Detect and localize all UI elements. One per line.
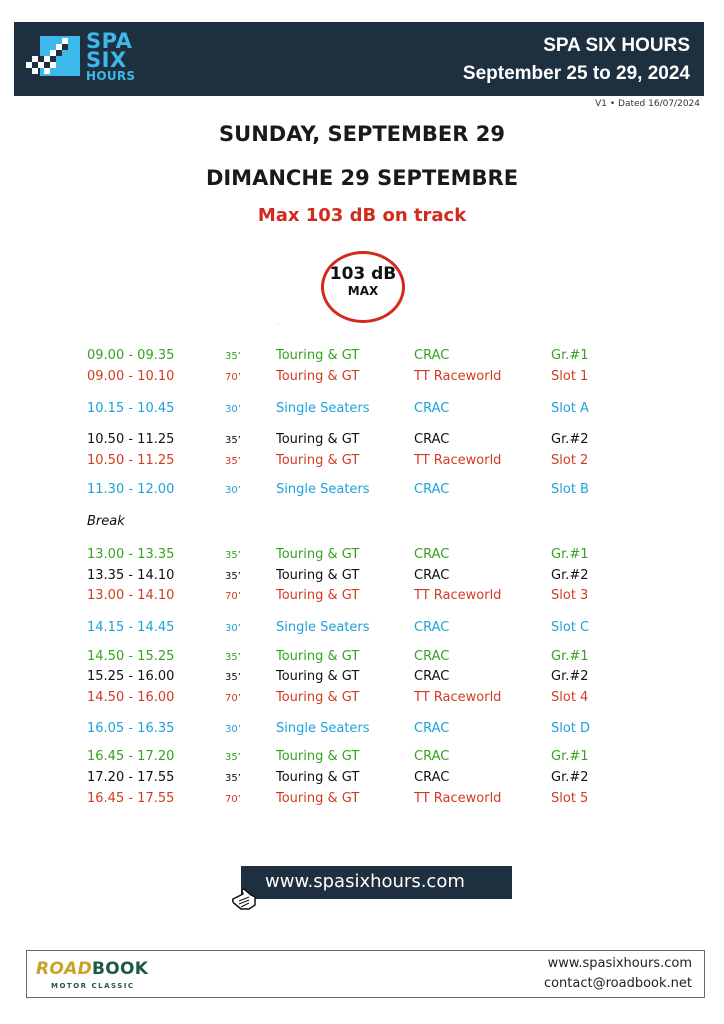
session-duration: 35’ xyxy=(225,752,241,763)
schedule-row xyxy=(0,770,724,790)
session-slot: Slot 2 xyxy=(551,453,589,468)
session-duration: 70’ xyxy=(225,591,241,602)
session-category: Single Seaters xyxy=(276,620,370,635)
session-duration: 35’ xyxy=(225,351,241,362)
footer-email-link[interactable]: contact@roadbook.net xyxy=(543,976,692,991)
session-organizer: TT Raceworld xyxy=(414,791,502,806)
session-category: Touring & GT xyxy=(276,770,360,785)
session-duration: 70’ xyxy=(225,693,241,704)
session-category: Touring & GT xyxy=(276,791,360,806)
session-time: 10.50 - 11.25 xyxy=(87,453,175,468)
badge-value: 103 dB xyxy=(329,264,397,284)
session-category: Touring & GT xyxy=(276,547,360,562)
session-duration: 30’ xyxy=(225,485,241,496)
session-category: Touring & GT xyxy=(276,568,360,583)
session-time: 14.15 - 14.45 xyxy=(87,620,175,635)
schedule-row xyxy=(0,749,724,769)
roadbook-logo-part1: ROAD xyxy=(36,959,93,979)
schedule-row xyxy=(0,348,724,368)
session-slot: Slot B xyxy=(551,482,589,497)
session-organizer: TT Raceworld xyxy=(414,453,502,468)
session-duration: 35’ xyxy=(225,456,241,467)
session-category: Single Seaters xyxy=(276,721,370,736)
session-category: Touring & GT xyxy=(276,749,360,764)
event-dates: September 25 to 29, 2024 xyxy=(462,63,690,84)
roadbook-logo-part2: BOOK xyxy=(92,959,149,979)
session-time: 13.35 - 14.10 xyxy=(87,568,175,583)
logo-line-3: HOURS xyxy=(86,69,136,83)
session-organizer: CRAC xyxy=(414,770,450,785)
footer-box xyxy=(26,950,705,998)
schedule-row xyxy=(0,369,724,389)
session-organizer: TT Raceworld xyxy=(414,690,502,705)
session-slot: Gr.#2 xyxy=(551,568,589,583)
session-duration: 35’ xyxy=(225,672,241,683)
session-category: Touring & GT xyxy=(276,348,360,363)
session-slot: Gr.#1 xyxy=(551,547,589,562)
session-organizer: TT Raceworld xyxy=(414,369,502,384)
schedule-row xyxy=(0,791,724,811)
pointing-hand-icon xyxy=(229,885,259,913)
session-time: 13.00 - 13.35 xyxy=(87,547,175,562)
session-slot: Slot 1 xyxy=(551,369,589,384)
session-slot: Slot A xyxy=(551,401,589,416)
logo-line-2: SIX xyxy=(86,48,127,72)
session-slot: Gr.#1 xyxy=(551,649,589,664)
schedule-row xyxy=(0,547,724,567)
day-title-french: DIMANCHE 29 SEPTEMBRE xyxy=(205,166,519,190)
schedule-row xyxy=(0,588,724,608)
session-category: Touring & GT xyxy=(276,690,360,705)
session-slot: Gr.#2 xyxy=(551,432,589,447)
schedule-row xyxy=(0,432,724,452)
session-organizer: CRAC xyxy=(414,649,450,664)
spa-six-hours-logo xyxy=(86,29,136,83)
session-category: Touring & GT xyxy=(276,432,360,447)
session-duration: 35’ xyxy=(225,435,241,446)
schedule-row xyxy=(0,620,724,640)
schedule-row xyxy=(0,669,724,689)
session-duration: 35’ xyxy=(225,652,241,663)
website-button[interactable] xyxy=(241,866,512,899)
session-organizer: CRAC xyxy=(414,432,450,447)
session-category: Touring & GT xyxy=(276,369,360,384)
session-time: 17.20 - 17.55 xyxy=(87,770,175,785)
schedule-row xyxy=(0,649,724,669)
separator-dot: . xyxy=(277,319,279,326)
noise-limit-badge xyxy=(321,251,405,323)
session-category: Single Seaters xyxy=(276,482,370,497)
session-slot: Gr.#2 xyxy=(551,669,589,684)
session-duration: 70’ xyxy=(225,372,241,383)
website-button-label: www.spasixhours.com xyxy=(265,871,465,892)
session-organizer: CRAC xyxy=(414,721,450,736)
session-duration: 70’ xyxy=(225,794,241,805)
session-duration: 35’ xyxy=(225,571,241,582)
session-organizer: CRAC xyxy=(414,401,450,416)
session-time: 09.00 - 09.35 xyxy=(87,348,175,363)
version-note: V1 • Dated 16/07/2024 xyxy=(595,99,700,109)
session-category: Touring & GT xyxy=(276,588,360,603)
break-label: Break xyxy=(87,514,125,529)
noise-limit-note: Max 103 dB on track xyxy=(257,205,467,226)
session-organizer: CRAC xyxy=(414,348,450,363)
event-title: SPA SIX HOURS xyxy=(543,35,690,56)
session-slot: Gr.#2 xyxy=(551,770,589,785)
session-duration: 30’ xyxy=(225,724,241,735)
session-time: 10.50 - 11.25 xyxy=(87,432,175,447)
session-slot: Gr.#1 xyxy=(551,348,589,363)
session-time: 16.45 - 17.55 xyxy=(87,791,175,806)
logo-line-1: SPA xyxy=(86,29,133,53)
session-time: 09.00 - 10.10 xyxy=(87,369,175,384)
roadbook-logo-subtitle: MOTOR CLASSIC xyxy=(51,982,135,990)
session-time: 16.05 - 16.35 xyxy=(87,721,175,736)
session-category: Single Seaters xyxy=(276,401,370,416)
session-organizer: CRAC xyxy=(414,482,450,497)
session-organizer: TT Raceworld xyxy=(414,588,502,603)
session-time: 14.50 - 16.00 xyxy=(87,690,175,705)
schedule-row xyxy=(0,482,724,502)
badge-label: MAX xyxy=(347,284,379,298)
schedule-row xyxy=(0,453,724,473)
session-slot: Slot 5 xyxy=(551,791,589,806)
session-slot: Slot D xyxy=(551,721,591,736)
session-organizer: CRAC xyxy=(414,568,450,583)
session-category: Touring & GT xyxy=(276,453,360,468)
session-organizer: CRAC xyxy=(414,749,450,764)
checkered-flag-icon xyxy=(22,32,84,86)
session-slot: Gr.#1 xyxy=(551,749,589,764)
session-time: 15.25 - 16.00 xyxy=(87,669,175,684)
session-duration: 30’ xyxy=(225,623,241,634)
schedule-row xyxy=(0,690,724,710)
session-duration: 35’ xyxy=(225,773,241,784)
session-time: 10.15 - 10.45 xyxy=(87,401,175,416)
schedule-row xyxy=(0,401,724,421)
footer-website-link[interactable]: www.spasixhours.com xyxy=(547,956,692,971)
session-time: 13.00 - 14.10 xyxy=(87,588,175,603)
session-category: Touring & GT xyxy=(276,669,360,684)
session-duration: 30’ xyxy=(225,404,241,415)
session-organizer: CRAC xyxy=(414,669,450,684)
session-organizer: CRAC xyxy=(414,620,450,635)
session-slot: Slot 3 xyxy=(551,588,589,603)
session-time: 11.30 - 12.00 xyxy=(87,482,175,497)
header-banner xyxy=(14,22,704,96)
session-category: Touring & GT xyxy=(276,649,360,664)
day-title-english: SUNDAY, SEPTEMBER 29 xyxy=(219,122,505,146)
session-duration: 35’ xyxy=(225,550,241,561)
session-slot: Slot 4 xyxy=(551,690,589,705)
session-organizer: CRAC xyxy=(414,547,450,562)
session-time: 16.45 - 17.20 xyxy=(87,749,175,764)
roadbook-logo xyxy=(36,959,148,979)
schedule-row xyxy=(0,568,724,588)
session-slot: Slot C xyxy=(551,620,590,635)
schedule-row xyxy=(0,721,724,741)
session-time: 14.50 - 15.25 xyxy=(87,649,175,664)
